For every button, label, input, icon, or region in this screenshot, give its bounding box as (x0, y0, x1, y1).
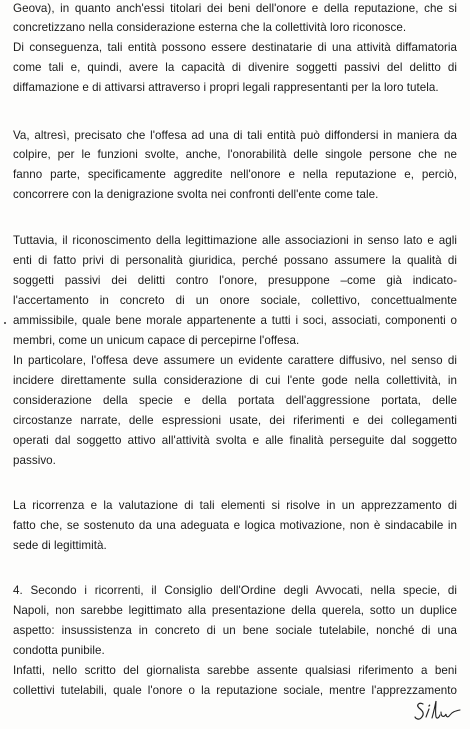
text-line: diffamazione e di attivarsi attraverso i propri legali rappresentanti per la loro tutela. (13, 81, 439, 94)
text-line: passivo. (13, 454, 56, 467)
text-line: 4. Secondo i ricorrenti, il Consiglio dell'Ordine degli Avvocati, nella specie, di (13, 584, 457, 597)
text-line: Tuttavia, il riconoscimento della legittimazione alle associazioni in senso lato e agli (13, 234, 457, 247)
text-line: Geova), in quanto anch'essi titolari dei beni dell'onore e della reputazione, che si (13, 2, 457, 15)
text-line: membri, come un unicum capace di percepirne l'offesa. (13, 334, 300, 347)
text-line: Infatti, nello scritto del giornalista sarebbe assente qualsiasi riferimento a beni (13, 664, 457, 677)
text-line: aspetto: insussistenza in concreto di un bene sociale tutelabile, nonché di una (13, 624, 457, 637)
text-line: fatto che, se sostenuto da una adeguata e logica motivazione, non è sindacabile in (13, 519, 457, 532)
text-line: collettivi tutelabili, quale l'onore o la reputazione sociale, mentre l'apprezzamento (13, 684, 457, 697)
text-line: enti di fatto privi di personalità giuridica, perché possano assumere la qualità di (13, 254, 457, 267)
text-line: La ricorrenza e la valutazione di tali elementi si risolve in un apprezzamento di (13, 499, 457, 512)
text-line: operati dal soggetto attivo all'attività svolta e alle finalità perseguite dal soggetto (13, 434, 457, 447)
text-line: In particolare, l'offesa deve assumere un evidente carattere diffusivo, nel senso di (13, 354, 457, 367)
margin-mark (4, 322, 6, 324)
text-line: condotta punibile. (13, 644, 105, 657)
text-line: concorrere con la denigrazione svolta nei confronti dell'ente come tale. (13, 188, 379, 201)
text-line: soggetti passivi dei delitti contro l'onore, presuppone –come già indicato- (13, 274, 457, 287)
text-line: come tali e, quindi, avere la capacità di divenire soggetti passivi del delitto di (13, 61, 457, 74)
text-line: fanno parte, specificamente aggredite nell'onore e nella reputazione e, perciò, (13, 168, 457, 181)
handwritten-signature (414, 698, 462, 724)
text-line: Va, altresì, precisato che l'offesa ad una di tali entità può diffondersi in maniera da (13, 129, 457, 142)
text-line: Di conseguenza, tali entità possono essere destinatarie di una attività diffamatoria (13, 41, 457, 54)
text-line: concretizzano nella considerazione esterna che la collettività loro riconosce. (13, 21, 407, 34)
text-line: sede di legittimità. (13, 539, 107, 552)
text-line: considerazione della specie e della portata dell'aggressione portata, delle (13, 394, 457, 407)
text-line: colpire, per le funzioni svolte, anche, l'onorabilità delle singole persone che ne (13, 148, 457, 161)
text-line: circostanze narrate, delle espressioni usate, dei riferimenti e dei collegamenti (13, 414, 457, 427)
text-line: l'accertamento in concreto di un onore sociale, collettivo, concettualmente (13, 294, 457, 307)
text-line: incidere direttamente sulla considerazione di cui l'ente gode nella collettività, in (13, 374, 457, 387)
text-line: Napoli, non sarebbe legittimato alla presentazione della querela, sotto un duplice (13, 604, 457, 617)
text-line: ammissibile, quale bene morale appartenente a tutti i soci, associati, componenti o (13, 314, 457, 327)
